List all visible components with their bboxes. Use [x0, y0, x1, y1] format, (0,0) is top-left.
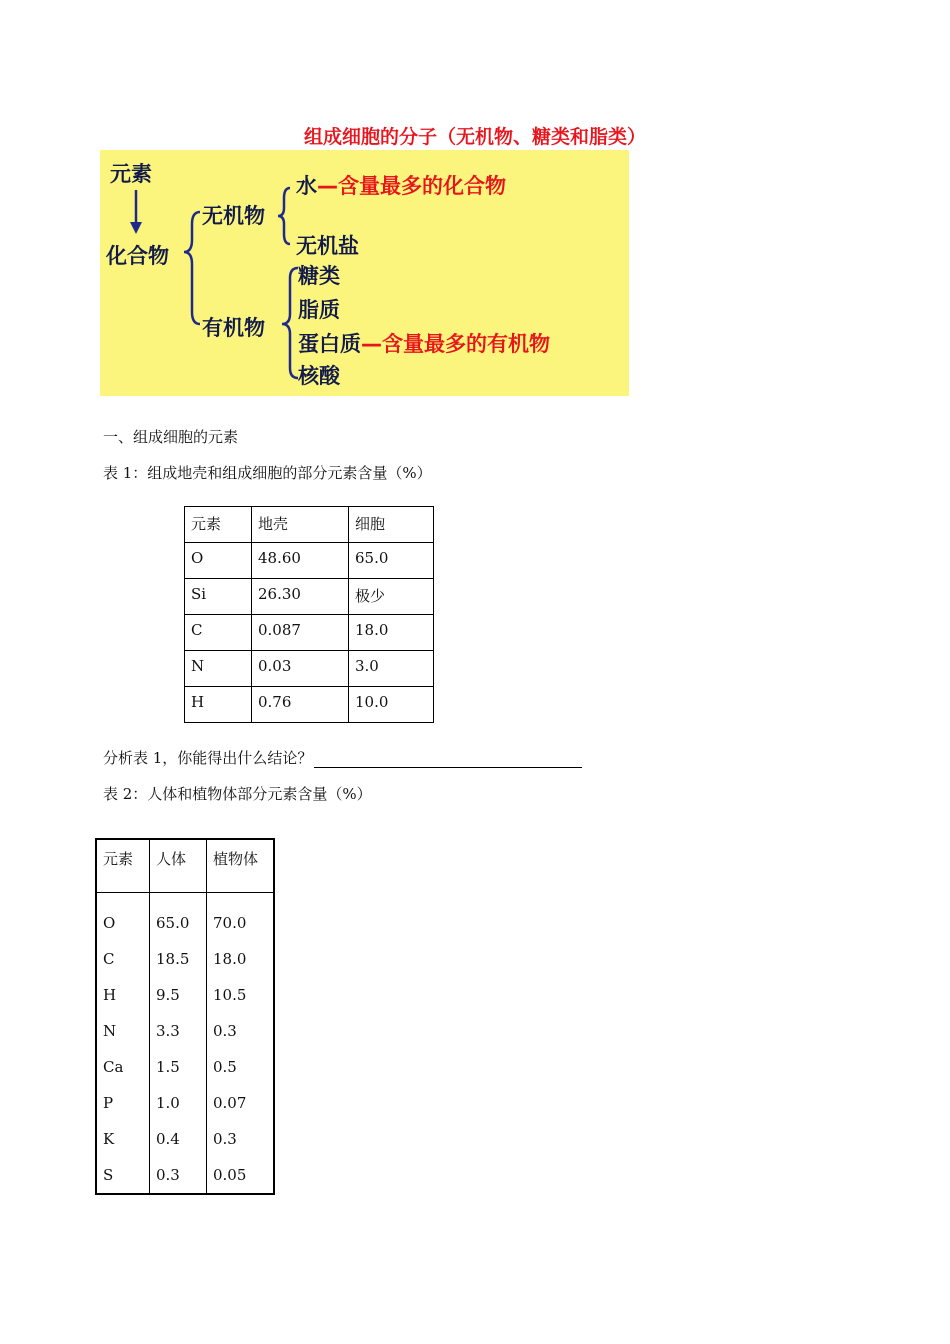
table-cell: 0.3: [150, 1157, 207, 1194]
table-cell: 0.3: [207, 1121, 275, 1157]
table-row: [96, 1121, 274, 1157]
label-elements: 元素: [110, 162, 152, 186]
table-row: [96, 893, 274, 942]
table-cell: 65.0: [150, 893, 207, 942]
label-nucleic: 核酸: [298, 364, 340, 388]
label-protein-row: [298, 328, 550, 358]
table-cell: 0.05: [207, 1157, 275, 1194]
table-header-cell: 细胞: [349, 507, 434, 543]
table-row: [185, 543, 434, 579]
table-cell: 0.76: [252, 687, 349, 723]
table-cell: 1.5: [150, 1049, 207, 1085]
table-cell: C: [185, 615, 252, 651]
brace-organic: [282, 268, 298, 378]
table2: [95, 838, 275, 1195]
question-text: 分析表 1，你能得出什么结论？: [103, 749, 313, 767]
answer-blank[interactable]: [314, 751, 582, 768]
table-cell: 0.4: [150, 1121, 207, 1157]
label-compounds: 化合物: [106, 244, 169, 268]
table-cell: N: [185, 651, 252, 687]
table-row: [96, 1085, 274, 1121]
table-cell: 10.0: [349, 687, 434, 723]
table-cell: C: [96, 941, 150, 977]
table-cell: 3.3: [150, 1013, 207, 1049]
table1-caption: 表 1：组成地壳和组成细胞的部分元素含量（%）: [103, 464, 432, 482]
table2-caption: 表 2：人体和植物体部分元素含量（%）: [103, 785, 372, 803]
table-cell: 极少: [349, 579, 434, 615]
table-cell: O: [96, 893, 150, 942]
table-cell: 9.5: [150, 977, 207, 1013]
table-header-cell: 植物体: [207, 839, 275, 893]
table-cell: Ca: [96, 1049, 150, 1085]
label-water-row: [296, 170, 506, 200]
table1: [184, 506, 434, 723]
table-cell: 18.5: [150, 941, 207, 977]
table-cell: 70.0: [207, 893, 275, 942]
label-lipid: 脂质: [298, 298, 340, 322]
label-water: 水: [296, 174, 317, 198]
table-cell: Si: [185, 579, 252, 615]
table-cell: 0.5: [207, 1049, 275, 1085]
note-water: —含量最多的化合物: [317, 174, 506, 198]
table-cell: 48.60: [252, 543, 349, 579]
table-row: [96, 941, 274, 977]
table-header-cell: 元素: [96, 839, 150, 893]
table-cell: 18.0: [207, 941, 275, 977]
table-cell: 26.30: [252, 579, 349, 615]
table-cell: O: [185, 543, 252, 579]
page-title: 组成细胞的分子（无机物、糖类和脂类）: [303, 126, 646, 148]
compound-classification-diagram: [100, 150, 629, 396]
table-row: [185, 651, 434, 687]
table-cell: 10.5: [207, 977, 275, 1013]
label-organic: 有机物: [202, 316, 265, 340]
table-cell: 3.0: [349, 651, 434, 687]
table-row: [185, 687, 434, 723]
table-cell: P: [96, 1085, 150, 1121]
label-protein: 蛋白质: [298, 332, 361, 356]
table-cell: 18.0: [349, 615, 434, 651]
table-cell: 1.0: [150, 1085, 207, 1121]
table-cell: 0.07: [207, 1085, 275, 1121]
label-sugar: 糖类: [298, 264, 340, 288]
table-cell: H: [185, 687, 252, 723]
brace-inorganic: [278, 188, 290, 244]
table-cell: S: [96, 1157, 150, 1194]
table-cell: 0.3: [207, 1013, 275, 1049]
label-inorganic: 无机物: [202, 204, 265, 228]
table-cell: 0.03: [252, 651, 349, 687]
table-cell: H: [96, 977, 150, 1013]
table-row: [185, 615, 434, 651]
table-cell: 0.087: [252, 615, 349, 651]
section-heading: 一、组成细胞的元素: [103, 428, 239, 446]
table-row: [96, 1049, 274, 1085]
table-cell: K: [96, 1121, 150, 1157]
table-cell: N: [96, 1013, 150, 1049]
arrow-down-icon: [130, 222, 142, 234]
brace-compounds: [184, 212, 200, 324]
table-header-cell: 人体: [150, 839, 207, 893]
table-row: [96, 1013, 274, 1049]
table-cell: 65.0: [349, 543, 434, 579]
question-1: [103, 747, 582, 768]
note-protein: —含量最多的有机物: [361, 332, 550, 356]
label-salt: 无机盐: [296, 234, 359, 258]
table-row: [96, 977, 274, 1013]
table-row: [96, 1157, 274, 1194]
table-header-row: [96, 839, 274, 893]
table-row: [185, 579, 434, 615]
table-header-row: [185, 507, 434, 543]
table-header-cell: 地壳: [252, 507, 349, 543]
table-header-cell: 元素: [185, 507, 252, 543]
